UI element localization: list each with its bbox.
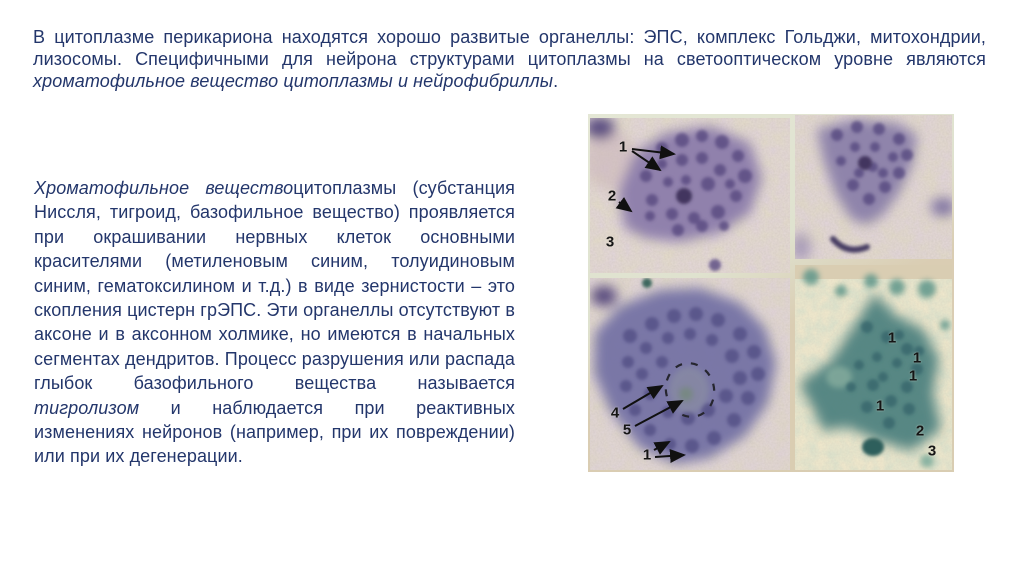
intro-paragraph xyxy=(33,26,986,92)
figure-number-label: 1 xyxy=(912,349,922,367)
figure-number-label: 1 xyxy=(875,397,885,415)
micrograph-art xyxy=(590,278,790,470)
micrograph-nissl-neuron-top-right xyxy=(795,115,952,259)
micrograph-teal-stained-neuron xyxy=(795,265,952,470)
figure-number-label: 5 xyxy=(622,421,632,439)
figure-number-label: 2 xyxy=(607,187,617,205)
micrograph-art xyxy=(795,265,952,470)
body-text-italic-lead: Хроматофильное вещество xyxy=(34,178,294,198)
figure-number-label: 1 xyxy=(618,138,628,156)
figure-number-label: 4 xyxy=(610,404,620,422)
figure-number-label: 1 xyxy=(887,329,897,347)
micrograph-grid xyxy=(588,114,954,472)
intro-text-regular-1: В цитоплазме перикариона находятся хорошо развитые органеллы: ЭПС, комплекс Гольджи, митохондрии, лизосомы. Специфичными для нейрона структурами цитоплазмы на светооптическом уровне являются xyxy=(33,27,986,69)
figure-number-label: 1 xyxy=(642,446,652,464)
body-paragraph xyxy=(34,176,515,469)
figure-number-label: 1 xyxy=(908,367,918,385)
figure-number-label: 3 xyxy=(605,233,615,251)
figure-number-label: 3 xyxy=(927,442,937,460)
micrograph-nissl-neuron-top-left xyxy=(590,118,790,273)
body-text-regular-2: и наблюдается при реактивных изменениях нейронов (например, при их повреждении) или при их дегенерации. xyxy=(34,397,515,467)
body-text-regular-1: цитоплазмы (субстанция Ниссля, тигроид, базофильное вещество) проявляется при окрашивании нервных клеток основными красителями (метиленовым синим, толуидиновым синим, гематоксилином и т.д.) в виде зернистости – это скопления цистерн грЭПС. Эти органеллы отсутствуют в аксоне и в аксонном холмике, но имеются в начальных сегментах дендритов. Процесс разрушения или распада глыбок базофильного вещества называется xyxy=(34,178,515,394)
figure-number-label: 2 xyxy=(915,422,925,440)
intro-text-regular-2: . xyxy=(553,71,559,91)
body-text-italic-mid: тигролизом xyxy=(34,397,140,418)
intro-text-italic: хроматофильное вещество цитоплазмы и нейрофибриллы xyxy=(33,71,554,91)
micrograph-art xyxy=(795,115,952,259)
micrograph-nissl-neuron-bottom-left xyxy=(590,278,790,470)
